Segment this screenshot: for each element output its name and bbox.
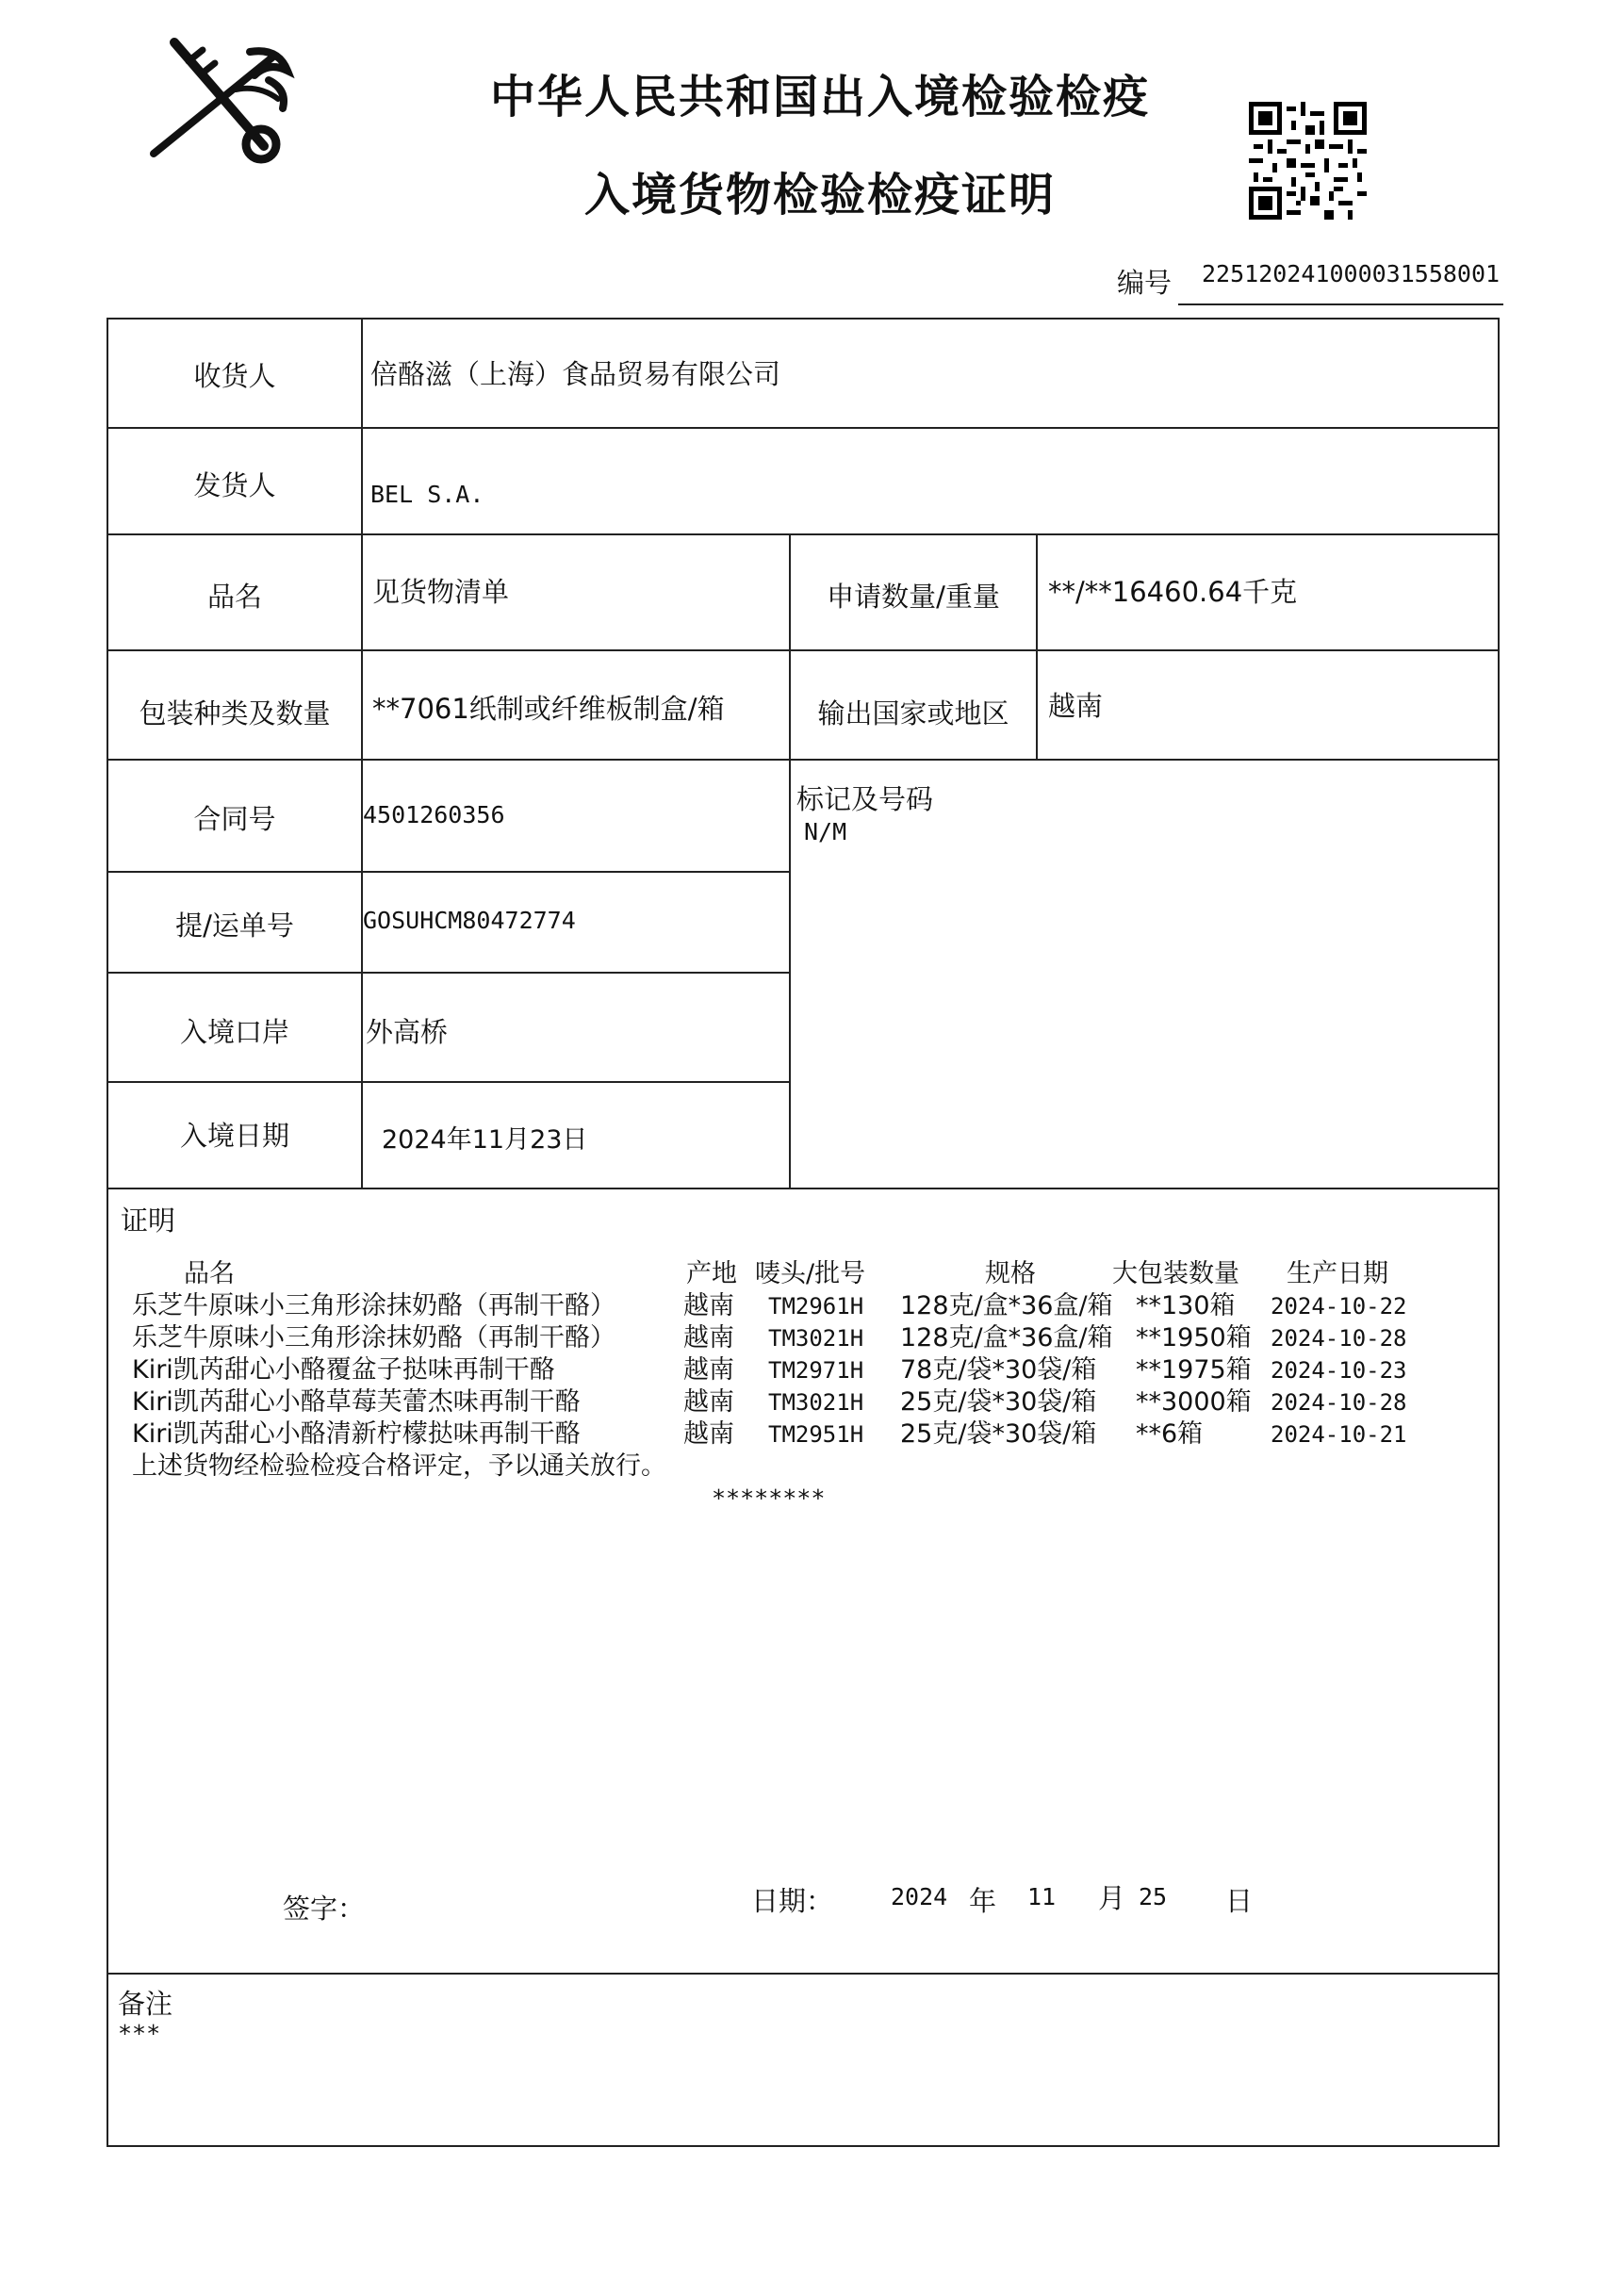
certificate-number: 225120241000031558001 [1202,260,1501,287]
package-qty-cell: **3000箱 [1136,1387,1252,1417]
bill-no-label: 提/运单号 [175,910,294,942]
entry-date-label: 入境日期 [179,1120,289,1152]
export-country-value: 越南 [1048,690,1104,722]
origin-cell: 越南 [683,1355,734,1385]
entry-port-value: 外高桥 [366,1016,449,1048]
origin-cell: 越南 [683,1387,734,1417]
column-header-name: 品名 [184,1259,235,1288]
right-label-divider [1036,533,1038,761]
production-date-cell: 2024-10-21 [1271,1421,1407,1448]
contract-no-label: 合同号 [193,803,276,835]
consignor-label: 发货人 [193,469,276,501]
date-month-char: 月 [1098,1882,1126,1914]
table-divider [107,533,1500,535]
column-header-batch: 唛头/批号 [755,1259,866,1288]
certificate-number-label: 编号 [1117,267,1173,299]
document-title: 中华人民共和国出入境检验检疫 [490,71,1151,123]
entry-port-label: 入境口岸 [179,1016,289,1048]
date-label: 日期： [751,1885,834,1917]
origin-cell: 越南 [683,1419,734,1449]
date-day: 25 [1139,1883,1168,1910]
consignor-value: BEL S.A. [370,481,484,508]
table-divider [107,759,1500,761]
table-divider [107,972,790,974]
package-qty-cell: **6箱 [1136,1419,1204,1449]
spec-cell: 25克/袋*30袋/箱 [900,1419,1097,1449]
table-border-right [1498,318,1500,2147]
table-divider [107,1081,790,1083]
production-date-cell: 2024-10-22 [1271,1293,1407,1320]
goods-name-cell: 乐芝牛原味小三角形涂抹奶酪（再制干酪） [132,1291,615,1320]
package-qty-cell: **1950箱 [1136,1323,1252,1352]
marks-label: 标记及号码 [796,783,934,815]
remarks-label: 备注 [118,1988,173,2020]
goods-name-cell: Kiri凯芮甜心小酪草莓芙蕾杰味再制干酪 [132,1387,581,1417]
entry-date-value: 2024年11月23日 [382,1125,588,1155]
spec-cell: 78克/袋*30袋/箱 [900,1355,1097,1385]
consignee-value: 倍酪滋（上海）食品贸易有限公司 [370,358,781,390]
spec-cell: 25克/袋*30袋/箱 [900,1387,1097,1417]
batch-cell: TM3021H [768,1389,864,1416]
goods-name-cell: Kiri凯芮甜心小酪覆盆子挞味再制干酪 [132,1355,555,1385]
date-year-char: 年 [969,1885,997,1917]
number-underline [1178,303,1503,305]
document-subtitle: 入境货物检验检疫证明 [584,169,1057,221]
goods-name-value: 见货物清单 [372,576,510,608]
table-divider [107,649,1500,651]
customs-emblem-logo [146,33,297,170]
production-date-cell: 2024-10-23 [1271,1357,1407,1384]
column-header-package-qty: 大包装数量 [1112,1259,1239,1288]
table-divider [107,1973,1500,1975]
bill-no-value: GOSUHCM80472774 [363,907,576,934]
date-month: 11 [1027,1883,1057,1910]
table-divider [107,1188,1500,1189]
contract-no-value: 4501260356 [363,801,505,828]
spec-cell: 128克/盒*36盒/箱 [900,1323,1113,1352]
batch-cell: TM2961H [768,1293,864,1320]
conclusion-text: 上述货物经检验检疫合格评定，予以通关放行。 [132,1451,666,1481]
sign-label: 签字： [283,1893,366,1925]
end-mark: ******** [712,1484,826,1512]
remarks-value: *** [118,2020,161,2047]
table-border-bottom [107,2145,1500,2147]
label-column-divider [361,318,363,1189]
production-date-cell: 2024-10-28 [1271,1325,1407,1352]
export-country-label: 输出国家或地区 [817,697,1009,729]
qr-code-icon [1249,102,1367,220]
package-qty-cell: **1975箱 [1136,1355,1252,1385]
column-header-production-date: 生产日期 [1287,1259,1388,1288]
table-divider [107,871,790,873]
certificate-label: 证明 [121,1205,176,1237]
marks-value: N/M [804,818,847,845]
table-divider [107,427,1500,429]
batch-cell: TM2951H [768,1421,864,1448]
table-border-top [107,318,1500,320]
packing-label: 包装种类及数量 [139,697,331,729]
origin-cell: 越南 [683,1291,734,1320]
package-qty-cell: **130箱 [1136,1291,1236,1320]
batch-cell: TM2971H [768,1357,864,1384]
origin-cell: 越南 [683,1323,734,1352]
goods-name-cell: Kiri凯芮甜心小酪清新柠檬挞味再制干酪 [132,1419,581,1449]
production-date-cell: 2024-10-28 [1271,1389,1407,1416]
consignee-label: 收货人 [193,360,276,392]
quantity-weight-label: 申请数量/重量 [827,581,1000,613]
goods-name-label: 品名 [206,581,262,613]
middle-column-divider [789,533,791,1189]
batch-cell: TM3021H [768,1325,864,1352]
column-header-origin: 产地 [686,1259,737,1288]
spec-cell: 128克/盒*36盒/箱 [900,1291,1113,1320]
goods-name-cell: 乐芝牛原味小三角形涂抹奶酪（再制干酪） [132,1323,615,1352]
packing-value: **7061纸制或纤维板制盒/箱 [372,693,725,725]
quantity-weight-value: **/**16460.64千克 [1048,576,1298,608]
column-header-spec: 规格 [985,1259,1036,1288]
date-day-char: 日 [1225,1885,1254,1917]
date-year: 2024 [891,1883,948,1910]
